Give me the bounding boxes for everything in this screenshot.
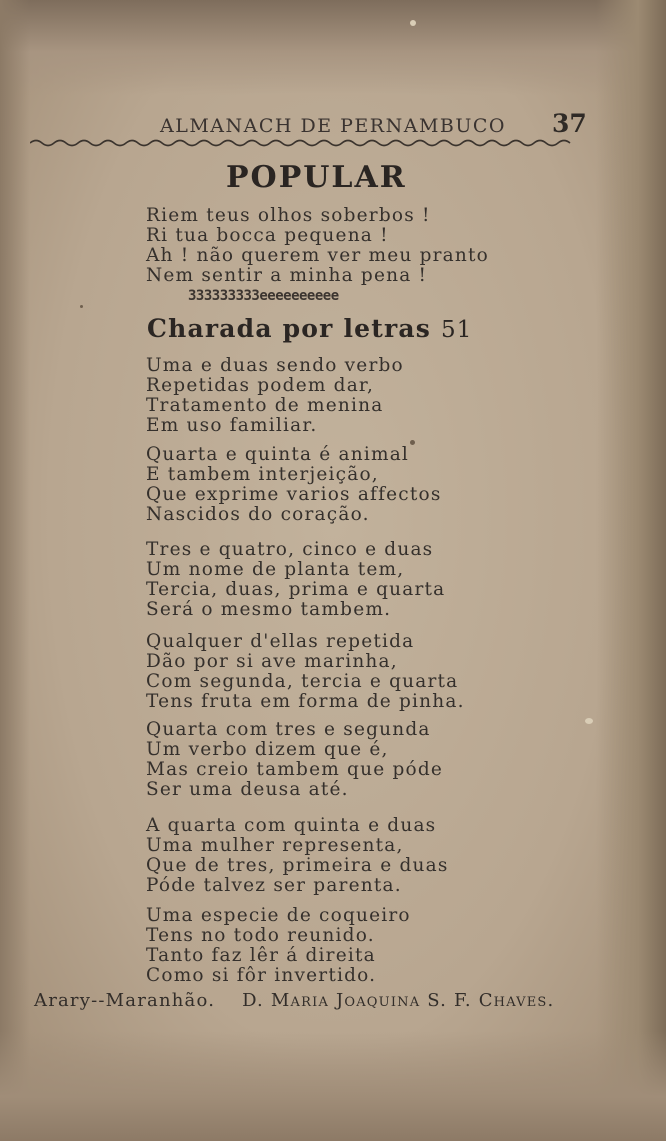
paper-speck bbox=[80, 305, 83, 308]
verse-line: Que de tres, primeira e duas bbox=[146, 855, 449, 876]
verse-line: Quarta com tres e segunda bbox=[146, 719, 431, 740]
page-number: 37 bbox=[552, 109, 587, 138]
verse-line: Tens no todo reunido. bbox=[146, 925, 375, 946]
charade-stanza-6 bbox=[146, 816, 449, 896]
ornamental-divider: 333333333ееееееееее bbox=[188, 288, 339, 304]
verse-line: Uma especie de coqueiro bbox=[146, 905, 411, 926]
verse-line: A quarta com quinta e duas bbox=[146, 815, 437, 836]
verse-line: Repetidas podem dar, bbox=[146, 375, 375, 396]
popular-quatrain bbox=[146, 206, 489, 286]
signature-place: Arary--Maranhão. bbox=[34, 990, 216, 1011]
verse-line: Em uso familiar. bbox=[146, 415, 318, 436]
verse-line: Que exprime varios affectos bbox=[146, 484, 442, 505]
charade-stanza-5 bbox=[146, 720, 443, 800]
page-edge-top bbox=[0, 0, 666, 95]
verse-line: Mas creio tambem que póde bbox=[146, 759, 444, 780]
verse-line: Quarta e quinta é animal bbox=[146, 444, 410, 465]
charade-stanza-2 bbox=[146, 445, 442, 525]
page-edge-right bbox=[596, 0, 666, 1141]
verse-line: Qualquer d'ellas repetida bbox=[146, 631, 415, 652]
verse-line: Ser uma deusa até. bbox=[146, 779, 349, 800]
page-edge-bottom bbox=[0, 1031, 666, 1141]
verse-line: Tratamento de menina bbox=[146, 395, 384, 416]
verse-line: Será o mesmo tambem. bbox=[146, 599, 392, 620]
signature-line bbox=[34, 990, 554, 1011]
charade-title bbox=[147, 314, 473, 343]
verse-line: Nascidos do coração. bbox=[146, 504, 370, 525]
verse-line: Um verbo dizem que é, bbox=[146, 739, 389, 760]
verse-line: Dão por si ave marinha, bbox=[146, 651, 398, 672]
running-title: ALMANACH DE PERNAMBUCO bbox=[160, 115, 506, 137]
verse-line: Ah ! não querem ver meu pranto bbox=[146, 245, 489, 266]
charade-title-text: Charada por letras bbox=[147, 314, 432, 343]
verse-line: Tres e quatro, cinco e duas bbox=[146, 539, 434, 560]
section-title-popular: POPULAR bbox=[226, 160, 407, 195]
verse-line: Como si fôr invertido. bbox=[146, 965, 377, 986]
verse-line: Tens fruta em forma de pinha. bbox=[146, 691, 465, 712]
verse-line: Um nome de planta tem, bbox=[146, 559, 405, 580]
verse-line: Com segunda, tercia e quarta bbox=[146, 671, 459, 692]
paper-speck bbox=[410, 20, 416, 26]
paper-speck bbox=[585, 718, 593, 724]
verse-line: Tanto faz lêr á direita bbox=[146, 945, 376, 966]
charade-number: 51 bbox=[440, 317, 473, 343]
wavy-rule-divider bbox=[30, 136, 575, 150]
verse-line: Nem sentir a minha pena ! bbox=[146, 265, 428, 286]
signature-author: D. Maria Joaquina S. F. Chaves. bbox=[242, 990, 555, 1011]
charade-stanza-7 bbox=[146, 906, 411, 986]
verse-line: Uma mulher representa, bbox=[146, 835, 404, 856]
charade-stanza-1 bbox=[146, 356, 404, 436]
verse-line: E tambem interjeição, bbox=[146, 464, 379, 485]
verse-line: Riem teus olhos soberbos ! bbox=[146, 205, 431, 226]
verse-line: Tercia, duas, prima e quarta bbox=[146, 579, 446, 600]
charade-stanza-3 bbox=[146, 540, 445, 620]
verse-line: Uma e duas sendo verbo bbox=[146, 355, 404, 376]
charade-stanza-4 bbox=[146, 632, 465, 712]
page-edge-left bbox=[0, 0, 30, 1141]
verse-line: Ri tua bocca pequena ! bbox=[146, 225, 389, 246]
verse-line: Póde talvez ser parenta. bbox=[146, 875, 402, 896]
